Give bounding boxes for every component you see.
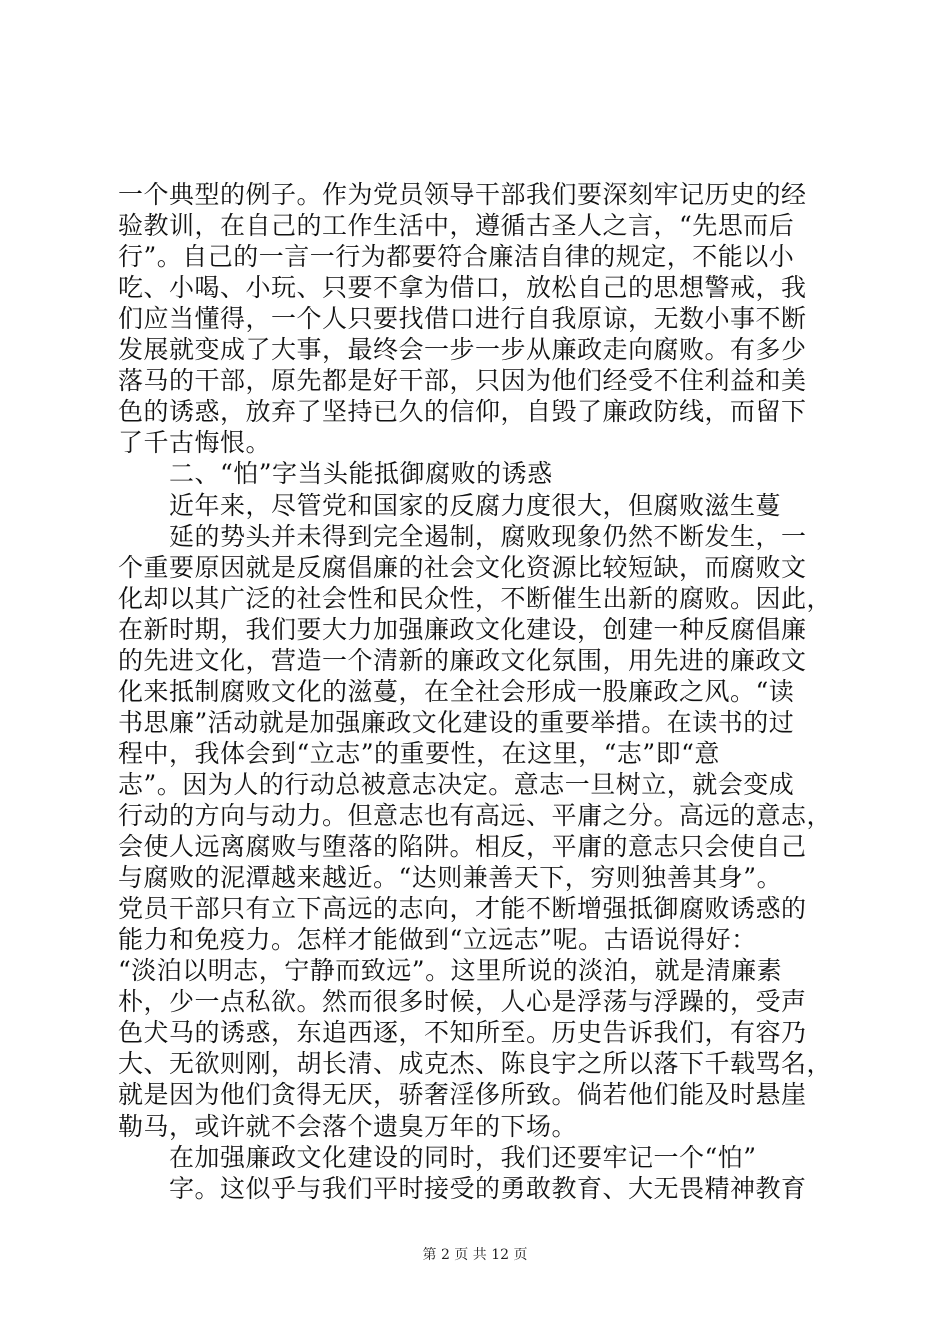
text-line: “淡泊以明志，宁静而致远”。这里所说的淡泊，就是清廉素 [118,956,783,986]
text-line: 们应当懂得，一个人只要找借口进行自我原谅，无数小事不断 [118,304,807,334]
text-line: 大、无欲则刚，胡长清、成克杰、陈良宇之所以落下千载骂名， [118,1049,833,1079]
text-line: 就是因为他们贪得无厌，骄奢淫侈所致。倘若他们能及时悬崖 [118,1080,807,1110]
text-line: 字。这似乎与我们平时接受的勇敢教育、大无畏精神教育 [118,1173,807,1203]
text-line: 了千古悔恨。 [118,428,272,458]
text-line: 个重要原因就是反腐倡廉的社会文化资源比较短缺，而腐败文 [118,552,807,582]
text-line: 勒马，或许就不会落个遗臭万年的下场。 [118,1111,578,1141]
text-line: 党员干部只有立下高远的志向，才能不断增强抵御腐败诱惑的 [118,894,807,924]
text-line: 色犬马的诱惑，东追西逐，不知所至。历史告诉我们，有容乃 [118,1018,807,1048]
text-line: 一个典型的例子。作为党员领导干部我们要深刻牢记历史的经 [118,180,807,209]
text-line: 与腐败的泥潭越来越近。“达则兼善天下，穷则独善其身”。 [118,863,783,893]
text-line: 的先进文化，营造一个清新的廉政文化氛围，用先进的廉政文 [118,645,807,675]
text-line: 程中，我体会到“立志”的重要性，在这里，“志”即“意 [118,738,720,768]
text-line: 发展就变成了大事，最终会一步一步从廉政走向腐败。有多少 [118,335,807,365]
text-line: 志”。因为人的行动总被意志决定。意志一旦树立，就会变成 [118,769,795,799]
text-line: 在加强廉政文化建设的同时，我们还要牢记一个“怕” [118,1142,757,1172]
text-line: 近年来，尽管党和国家的反腐力度很大，但腐败滋生蔓 [118,490,782,520]
text-line: 能力和免疫力。怎样才能做到“立远志”呢。古语说得好： [118,925,757,955]
text-line: 落马的干部，原先都是好干部，只因为他们经受不住利益和美 [118,366,807,396]
text-line: 化却以其广泛的社会性和民众性，不断催生出新的腐败。因此， [118,583,833,613]
text-line: 在新时期，我们要大力加强廉政文化建设，创建一种反腐倡廉 [118,614,807,644]
text-line: 色的诱惑，放弃了坚持已久的信仰，自毁了廉政防线，而留下 [118,397,807,427]
page-footer: 第 2 页 共 12 页 [422,1247,528,1263]
text-line: 验教训，在自己的工作生活中，遵循古圣人之言，“先思而后 [118,211,795,241]
text-line: 吃、小喝、小玩、只要不拿为借口，放松自己的思想警戒，我 [118,273,807,303]
text-line: 行”。自己的一言一行为都要符合廉洁自律的规定，不能以小 [118,242,795,272]
text-line: 二、“怕”字当头能抵御腐败的诱惑 [118,459,553,489]
text-line: 化来抵制腐败文化的滋蔓，在全社会形成一股廉政之风。“读 [118,676,795,706]
text-line: 行动的方向与动力。但意志也有高远、平庸之分。高远的意志， [118,801,833,830]
text-line: 延的势头并未得到完全遏制，腐败现象仍然不断发生，一 [118,521,807,551]
text-line: 书思廉”活动就是加强廉政文化建设的重要举措。在读书的过 [118,707,795,737]
text-line: 会使人远离腐败与堕落的陷阱。相反，平庸的意志只会使自己 [118,832,807,862]
text-line: 朴，少一点私欲。然而很多时候，人心是浮荡与浮躁的，受声 [118,987,807,1017]
